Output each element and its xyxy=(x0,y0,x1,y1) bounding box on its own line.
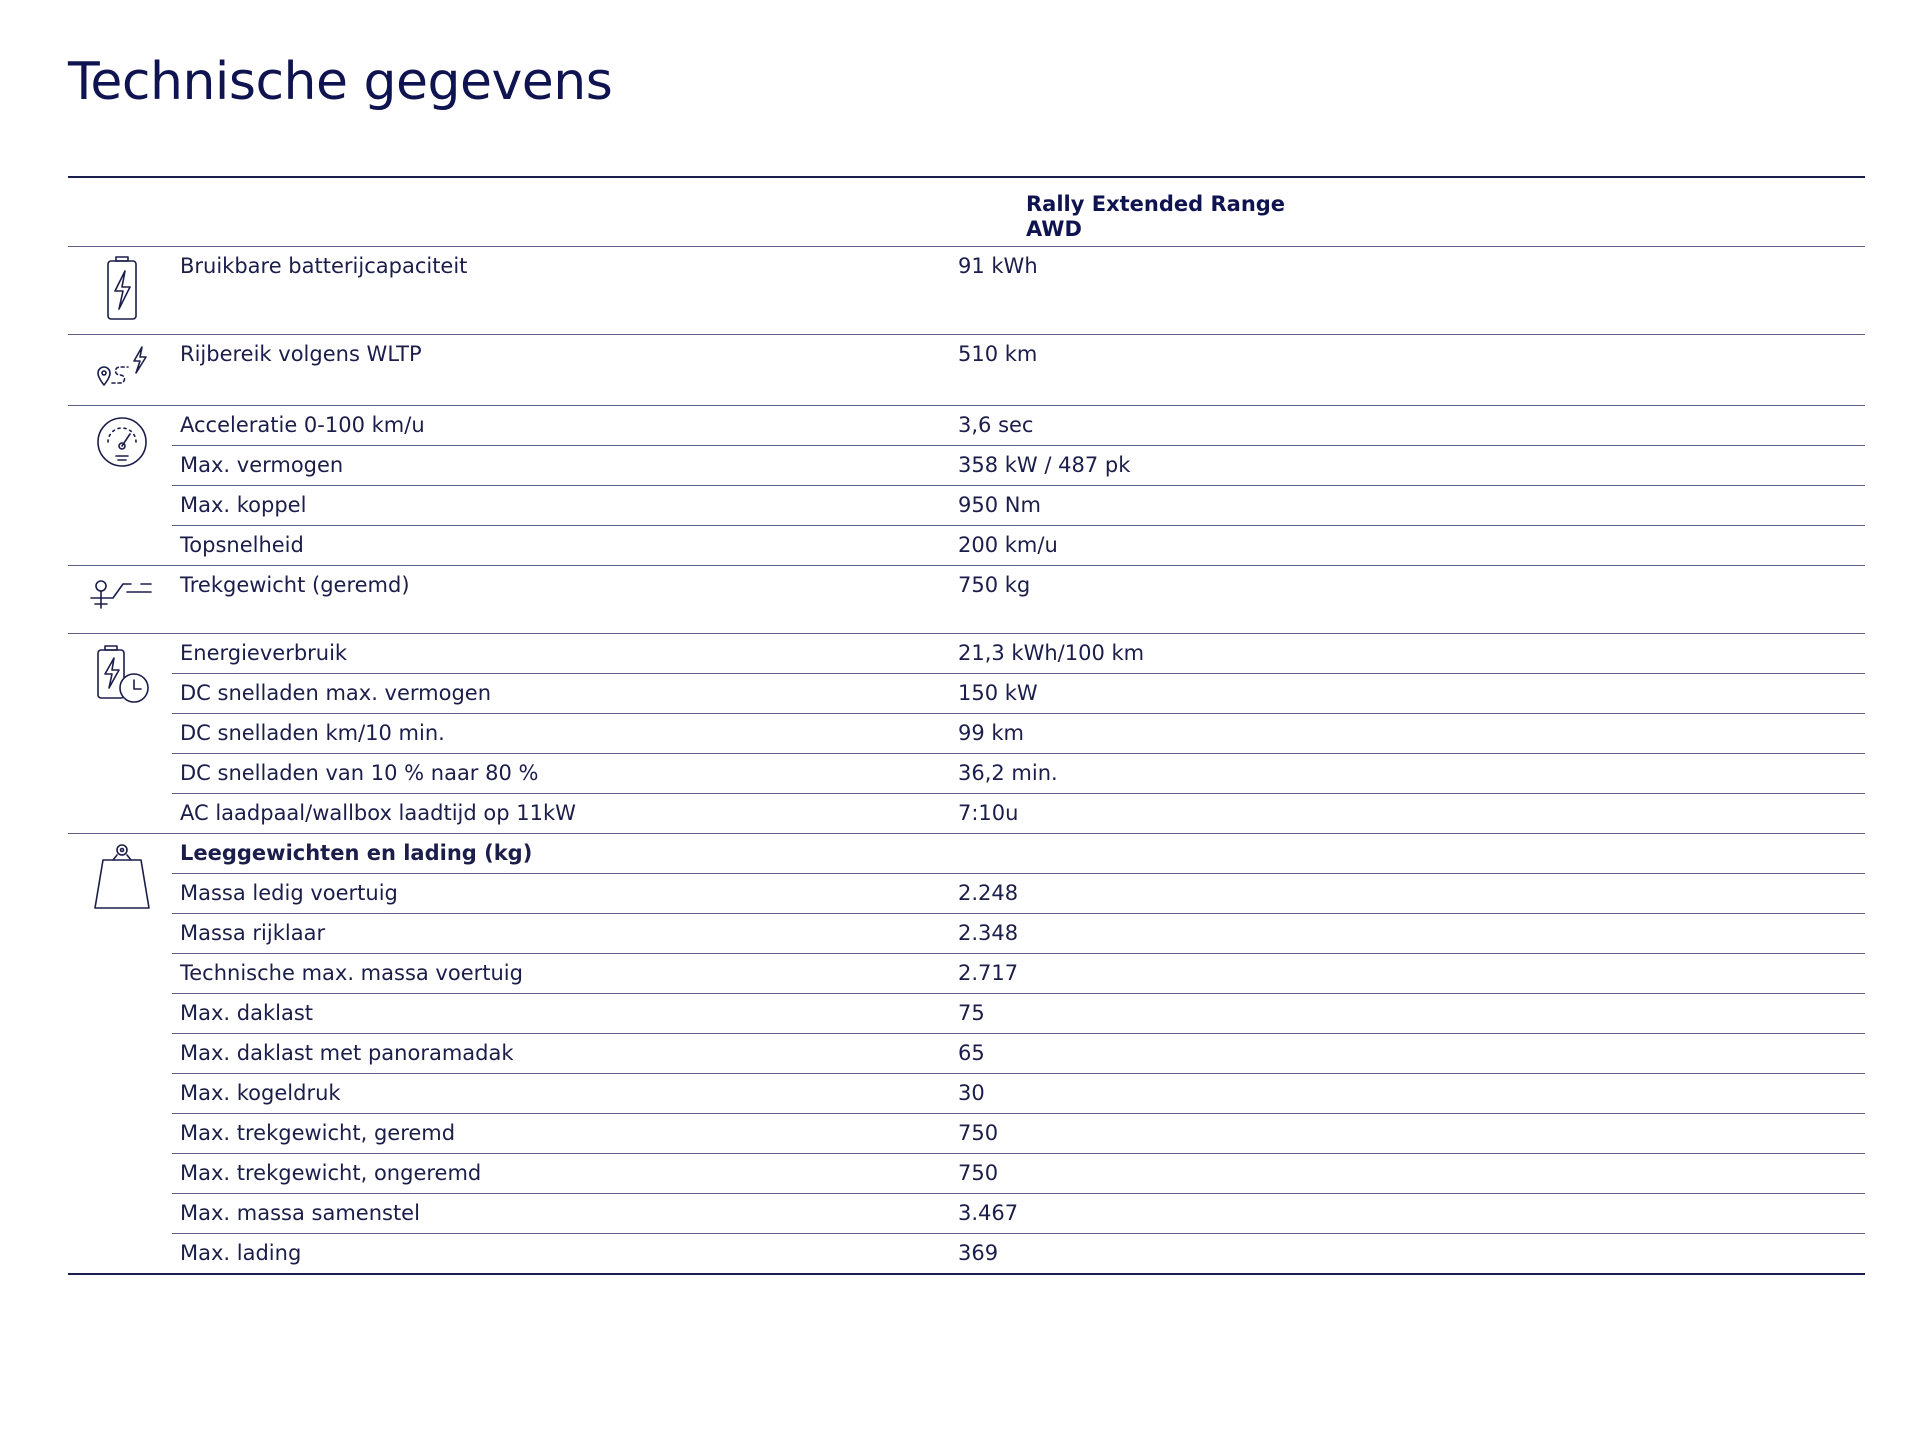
table-row xyxy=(172,445,1865,485)
table-row xyxy=(172,335,1865,405)
row-value: 7:10u xyxy=(958,801,1019,825)
row-value: 750 xyxy=(958,1161,999,1185)
row-value: 2.348 xyxy=(958,921,1019,945)
table-row xyxy=(172,1033,1865,1073)
table-row xyxy=(172,873,1865,913)
row-label: Rijbereik volgens WLTP xyxy=(180,342,422,366)
group-charging xyxy=(68,633,1865,833)
row-value: 65 xyxy=(958,1041,985,1065)
tow-hitch-icon xyxy=(68,566,176,614)
table-row xyxy=(172,247,1865,334)
spec-table xyxy=(68,176,1865,1275)
row-label: Max. kogeldruk xyxy=(180,1081,341,1105)
table-row xyxy=(172,753,1865,793)
row-value: 3,6 sec xyxy=(958,413,1034,437)
table-row xyxy=(172,953,1865,993)
group-weights xyxy=(68,833,1865,1273)
row-value: 2.717 xyxy=(958,961,1019,985)
row-label: Max. lading xyxy=(180,1241,302,1265)
row-label: Max. daklast met panoramadak xyxy=(180,1041,514,1065)
group-towing xyxy=(68,565,1865,633)
group-performance xyxy=(68,405,1865,565)
table-row xyxy=(172,713,1865,753)
row-value: 3.467 xyxy=(958,1201,1019,1225)
row-value: 36,2 min. xyxy=(958,761,1058,785)
row-value: 91 kWh xyxy=(958,254,1038,278)
table-row xyxy=(172,1193,1865,1233)
row-label: AC laadpaal/wallbox laadtijd op 11kW xyxy=(180,801,576,825)
row-value: 21,3 kWh/100 km xyxy=(958,641,1145,665)
table-row xyxy=(172,1073,1865,1113)
table-row xyxy=(172,406,1865,445)
row-label: DC snelladen max. vermogen xyxy=(180,681,492,705)
table-row xyxy=(172,1113,1865,1153)
table-row xyxy=(172,1153,1865,1193)
group-battery xyxy=(68,246,1865,334)
row-value: 750 xyxy=(958,1121,999,1145)
battery-bolt-icon xyxy=(68,247,176,323)
row-label: DC snelladen van 10 % naar 80 % xyxy=(180,761,539,785)
page-title: Technische gegevens xyxy=(68,52,613,112)
row-label: Max. koppel xyxy=(180,493,307,517)
column-header-line1: Rally Extended Range xyxy=(1026,192,1286,216)
row-value: 2.248 xyxy=(958,881,1019,905)
row-label: Technische max. massa voertuig xyxy=(180,961,523,985)
row-value: 150 kW xyxy=(958,681,1038,705)
table-header xyxy=(68,178,1865,246)
route-range-icon xyxy=(68,335,176,393)
table-row xyxy=(172,566,1865,633)
battery-clock-icon xyxy=(68,634,176,708)
row-label: Trekgewicht (geremd) xyxy=(180,573,410,597)
row-label: Massa rijklaar xyxy=(180,921,326,945)
table-row xyxy=(172,1233,1865,1273)
table-row xyxy=(172,913,1865,953)
row-value: 75 xyxy=(958,1001,985,1025)
table-row xyxy=(172,793,1865,833)
row-value: 30 xyxy=(958,1081,985,1105)
row-label: Massa ledig voertuig xyxy=(180,881,398,905)
row-value: 369 xyxy=(958,1241,999,1265)
row-label: DC snelladen km/10 min. xyxy=(180,721,445,745)
speedometer-icon xyxy=(68,406,176,470)
row-label: Acceleratie 0-100 km/u xyxy=(180,413,425,437)
table-subheading xyxy=(172,834,1865,873)
row-value: 358 kW / 487 pk xyxy=(958,453,1131,477)
row-label: Max. daklast xyxy=(180,1001,314,1025)
row-label: Max. vermogen xyxy=(180,453,344,477)
group-range xyxy=(68,334,1865,405)
row-label: Bruikbare batterijcapaciteit xyxy=(180,254,468,278)
table-row xyxy=(172,634,1865,673)
table-row xyxy=(172,525,1865,565)
row-label: Max. trekgewicht, geremd xyxy=(180,1121,456,1145)
row-heading-label: Leeggewichten en lading (kg) xyxy=(180,841,533,865)
table-row xyxy=(172,673,1865,713)
row-value: 750 kg xyxy=(958,573,1031,597)
row-label: Energieverbruik xyxy=(180,641,348,665)
weight-icon xyxy=(68,834,176,912)
column-header-line2: AWD xyxy=(1026,217,1082,241)
row-label: Max. trekgewicht, ongeremd xyxy=(180,1161,482,1185)
row-value: 200 km/u xyxy=(958,533,1058,557)
row-value: 99 km xyxy=(958,721,1025,745)
table-row xyxy=(172,993,1865,1033)
row-label: Max. massa samenstel xyxy=(180,1201,420,1225)
table-row xyxy=(172,485,1865,525)
row-value: 950 Nm xyxy=(958,493,1041,517)
column-header-variant xyxy=(1026,192,1346,242)
row-value: 510 km xyxy=(958,342,1038,366)
row-label: Topsnelheid xyxy=(180,533,304,557)
